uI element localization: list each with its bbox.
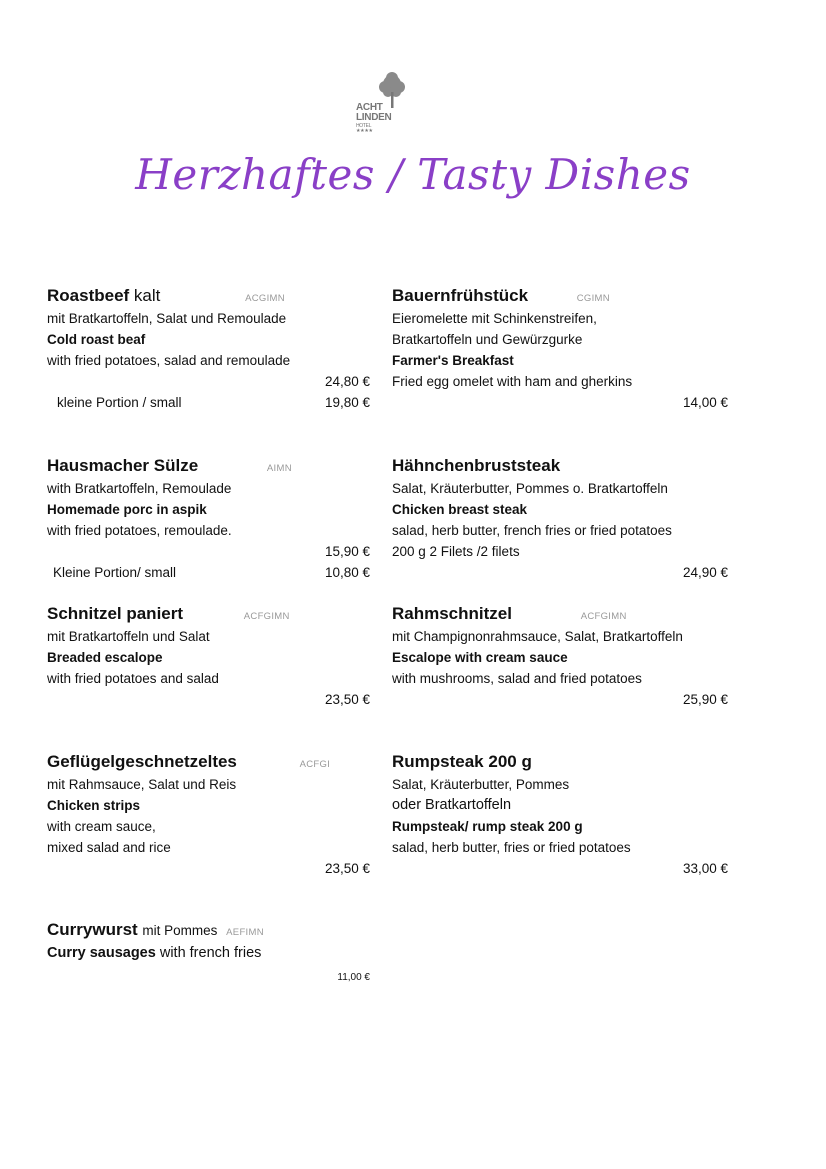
dish-name: Schnitzel paniert — [47, 604, 184, 623]
dish-name: Hähnchenbruststeak — [392, 456, 561, 475]
english-name: Cold roast beaf — [47, 332, 146, 347]
description-de: mit Bratkartoffeln und Salat — [47, 629, 210, 644]
english-name: Rumpsteak/ rump steak 200 g — [392, 819, 583, 834]
description-en: with french fries — [159, 945, 262, 961]
allergen-code: AEFIMN — [226, 927, 264, 938]
description-en: with cream sauce, — [47, 819, 156, 834]
logo-text-linden: LINDEN — [356, 112, 392, 123]
price: 24,90 € — [682, 565, 728, 580]
dish-name: Bauernfrühstück — [392, 286, 529, 305]
dish-suelze — [47, 454, 370, 583]
description-de: with Bratkartoffeln, Remoulade — [47, 481, 232, 496]
english-name: Breaded escalope — [47, 650, 163, 665]
dish-name-suffix: kalt — [133, 286, 161, 305]
description-de: Salat, Kräuterbutter, Pommes — [392, 777, 570, 792]
english-name: Escalope with cream sauce — [392, 650, 568, 665]
english-name: Curry sausages — [47, 945, 156, 961]
logo-text-acht: ACHT — [356, 102, 383, 113]
dish-schnitzel — [47, 602, 370, 710]
dish-name: Rumpsteak 200 g — [392, 752, 532, 771]
portion-info: 200 g 2 Filets /2 filets — [392, 544, 520, 559]
price: 23,50 € — [324, 692, 370, 707]
description-en: with mushrooms, salad and fried potatoes — [392, 671, 642, 686]
price: 11,00 € — [337, 972, 370, 983]
description-en-2: mixed salad and rice — [47, 840, 171, 855]
price: 23,50 € — [324, 861, 370, 876]
price: 15,90 € — [324, 544, 370, 559]
dish-rahmschnitzel — [392, 602, 728, 710]
allergen-code: AIMN — [266, 463, 292, 474]
dish-name: Hausmacher Sülze — [47, 456, 199, 475]
price: 33,00 € — [682, 861, 728, 876]
page-title: Herzhaftes / Tasty Dishes — [135, 150, 691, 199]
dish-roastbeef — [47, 284, 370, 413]
description-en: with fried potatoes, remoulade. — [47, 523, 232, 538]
english-name: Homemade porc in aspik — [47, 502, 207, 517]
english-name: Chicken strips — [47, 798, 141, 813]
allergen-code: ACFGIMN — [243, 611, 290, 622]
dish-gefluegelgeschnetzeltes — [47, 750, 370, 879]
hotel-logo — [352, 72, 412, 134]
description-en: with fried potatoes and salad — [47, 671, 219, 686]
dish-name-suffix: mit Pommes — [142, 923, 218, 938]
description-de: mit Bratkartoffeln, Salat und Remoulade — [47, 311, 287, 326]
dish-name: Roastbeef — [47, 286, 130, 305]
description-de: mit Rahmsauce, Salat und Reis — [47, 777, 237, 792]
small-portion-price: 10,80 € — [324, 565, 370, 580]
english-name: Farmer's Breakfast — [392, 353, 514, 368]
allergen-code: ACFGIMN — [580, 611, 627, 622]
description-de-2: oder Bratkartoffeln — [392, 797, 512, 813]
dish-bauernfruehstueck — [392, 284, 728, 413]
description-en: with fried potatoes, salad and remoulade — [47, 353, 291, 368]
description-en: Fried egg omelet with ham and gherkins — [392, 374, 633, 389]
allergen-code: ACGIMN — [245, 293, 285, 304]
allergen-code: ACFGI — [299, 759, 331, 770]
description-en: salad, herb butter, fries or fried potatoes — [392, 840, 631, 855]
small-portion-price: 19,80 € — [324, 395, 370, 410]
english-name: Chicken breast steak — [392, 502, 528, 517]
description-de: Eieromelette mit Schinkenstreifen, — [392, 311, 597, 326]
dish-haehnchenbruststeak — [392, 454, 728, 583]
price: 25,90 € — [682, 692, 728, 707]
allergen-code: CGIMN — [576, 293, 610, 304]
description-de: Salat, Kräuterbutter, Pommes o. Bratkartoffeln — [392, 481, 668, 496]
price: 14,00 € — [682, 395, 728, 410]
logo-text-hotel: HOTEL — [356, 123, 372, 129]
dish-name: Geflügelgeschnetzeltes — [47, 752, 237, 771]
small-portion-label: kleine Portion / small — [57, 395, 182, 410]
small-portion-label: Kleine Portion/ small — [53, 565, 177, 580]
description-de: mit Champignonrahmsauce, Salat, Bratkartoffeln — [392, 629, 683, 644]
description-de-2: Bratkartoffeln und Gewürzgurke — [392, 332, 583, 347]
logo-stars: ★★★★ — [356, 128, 373, 134]
dish-rumpsteak — [392, 750, 728, 879]
price: 24,80 € — [324, 374, 370, 389]
dish-name: Currywurst — [47, 920, 138, 939]
description-en: salad, herb butter, french fries or fried potatoes — [392, 523, 672, 538]
dish-currywurst — [47, 918, 370, 988]
dish-name: Rahmschnitzel — [392, 604, 512, 623]
